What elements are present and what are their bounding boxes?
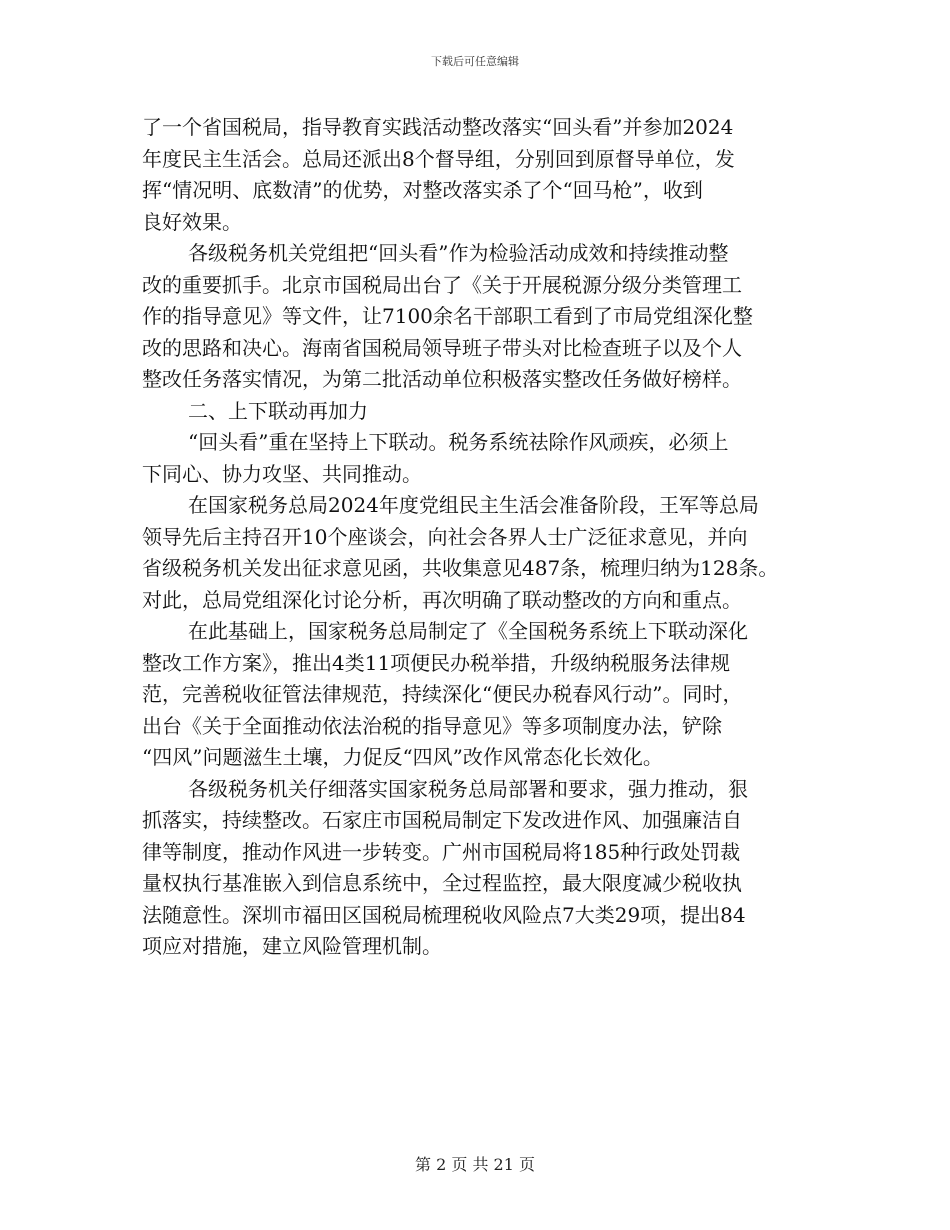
paragraph-first-line: 在此基础上，国家税务总局制定了《全国税务系统上下联动深化 bbox=[188, 619, 748, 643]
text-line: 项应对措施，建立风险管理机制。 bbox=[142, 934, 442, 958]
text-line: 改的重要抓手。北京市国税局出台了《关于开展税源分级分类管理工 bbox=[142, 272, 742, 297]
text-line: 良好效果。 bbox=[142, 209, 242, 234]
text-line: 挥“情况明、底数清”的优势，对整改落实杀了个“回马枪”，收到 bbox=[142, 178, 703, 202]
paragraph-first-line: 各级税务机关仔细落实国家税务总局部署和要求，强力推动，狠 bbox=[188, 776, 748, 801]
text-line: 年度民主生活会。总局还派出8个督导组，分别回到原督导单位，发 bbox=[142, 146, 735, 171]
text-line: 领导先后主持召开10个座谈会，向社会各界人士广泛征求意见，并向 bbox=[142, 524, 748, 549]
page-number-footer: 第 2 页 共 21 页 bbox=[415, 1155, 535, 1174]
paragraph-first-line: 各级税务机关党组把“回头看”作为检验活动成效和持续推动整 bbox=[188, 241, 729, 265]
text-line: 法随意性。深圳市福田区国税局梳理税收风险点7大类29项，提出84 bbox=[142, 902, 746, 927]
text-line: 整改工作方案》，推出4类11项便民办税举措，升级纳税服务法律规 bbox=[142, 650, 731, 675]
document-body bbox=[142, 112, 832, 963]
text-line: 律等制度，推动作风进一步转变。广州市国税局将185种行政处罚裁 bbox=[142, 839, 741, 864]
text-line: 改的思路和决心。海南省国税局领导班子带头对比检查班子以及个人 bbox=[142, 335, 742, 360]
paragraph-first-line: “回头看”重在坚持上下联动。税务系统祛除作风顽疾，必须上 bbox=[188, 430, 729, 454]
page-header: 下载后可任意编辑 bbox=[431, 55, 519, 68]
text-line: “四风”问题滋生土壤，力促反“四风”改作风常态化长效化。 bbox=[142, 745, 663, 769]
section-heading: 二、上下联动再加力 bbox=[188, 398, 368, 423]
text-line: 对此，总局党组深化讨论分析，再次明确了联动整改的方向和重点。 bbox=[142, 587, 742, 612]
text-line: 量权执行基准嵌入到信息系统中，全过程监控，最大限度减少税收执 bbox=[142, 871, 742, 895]
text-line: 抓落实，持续整改。石家庄市国税局制定下发改进作风、加强廉洁自 bbox=[142, 808, 742, 832]
text-line: 出台《关于全面推动依法治税的指导意见》等多项制度办法，铲除 bbox=[142, 713, 722, 738]
text-line: 范，完善税收征管法律规范，持续深化“便民办税春风行动”。同时， bbox=[142, 682, 743, 706]
text-line: 下同心、协力攻坚、共同推动。 bbox=[142, 461, 422, 486]
text-line: 了一个省国税局，指导教育实践活动整改落实“回头看”并参加2024 bbox=[142, 115, 734, 139]
text-line: 整改任务落实情况，为第二批活动单位积极落实整改任务做好榜样。 bbox=[142, 367, 742, 391]
text-line: 省级税务机关发出征求意见函，共收集意见487条，梳理归纳为128条。 bbox=[142, 556, 779, 580]
text-line: 作的指导意见》等文件，让7100余名干部职工看到了市局党组深化整 bbox=[142, 304, 753, 328]
paragraph-first-line: 在国家税务总局2024年度党组民主生活会准备阶段，王军等总局 bbox=[188, 493, 759, 517]
